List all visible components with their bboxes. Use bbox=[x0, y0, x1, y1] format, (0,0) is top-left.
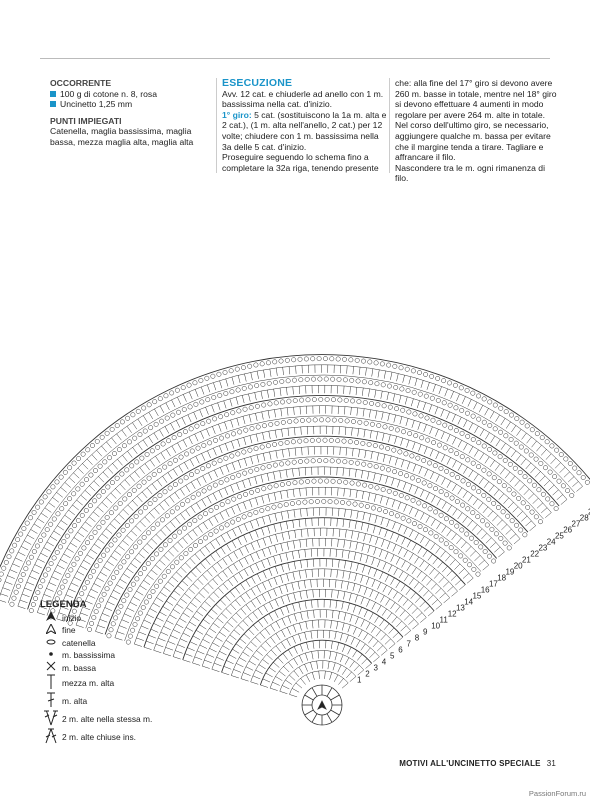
row-number: 27 bbox=[571, 519, 581, 529]
material-item: 100 g di cotone n. 8, rosa bbox=[50, 89, 215, 100]
column-divider bbox=[389, 78, 390, 173]
materials-column bbox=[50, 78, 215, 148]
row-number: 14 bbox=[464, 597, 474, 607]
row-number: 1 bbox=[356, 675, 362, 685]
watermark: PassionForum.ru bbox=[528, 789, 586, 798]
row-number: 4 bbox=[381, 657, 387, 667]
bullet-square-icon bbox=[50, 91, 56, 97]
row-number: 28 bbox=[579, 513, 589, 523]
start-arrow-icon bbox=[318, 701, 326, 709]
row-number: 9 bbox=[422, 627, 428, 637]
end-arrow-icon bbox=[40, 624, 62, 638]
instruction-p1: Avv. 12 cat. e chiuderle ad anello con 1 m. bassissima nella cat. d'inizio. bbox=[222, 88, 384, 110]
esecuzione-title: ESECUZIONE bbox=[222, 77, 293, 89]
instruction-p5: Nascondere tra le m. ogni rimanenza di filo. bbox=[395, 162, 545, 184]
row-number: 2 bbox=[365, 669, 370, 679]
legend-item: catenella bbox=[40, 637, 152, 650]
row-number: 5 bbox=[389, 651, 395, 661]
row-number: 19 bbox=[505, 567, 515, 577]
half-double-icon bbox=[40, 674, 62, 694]
row-number: 26 bbox=[563, 525, 573, 535]
two-dc-same-stitch-icon bbox=[40, 710, 62, 730]
row-number: 18 bbox=[497, 573, 507, 583]
row-number: 25 bbox=[554, 531, 564, 541]
footer-title: MOTIVI ALL'UNCINETTO SPECIALE bbox=[399, 759, 541, 768]
two-dc-closed-icon bbox=[40, 728, 62, 748]
instruction-p2: 1° giro: 5 cat. (sostituiscono la 1a m. alta e 2 cat.), (1 m. alta nell'anello, 2 cat.) per 12 volte; chiudere con 1 m. bassissima nella 3a delle 5 cat. d'inizio. bbox=[222, 109, 387, 152]
chain-icon bbox=[40, 637, 62, 650]
row-number: 12 bbox=[447, 609, 457, 619]
row-number: 16 bbox=[480, 585, 490, 595]
row-number: 6 bbox=[398, 645, 403, 655]
bullet-square-icon bbox=[50, 101, 56, 107]
legend bbox=[40, 598, 152, 747]
material-item: Uncinetto 1,25 mm bbox=[50, 99, 215, 110]
instruction-p3: Proseguire seguendo lo schema fino a completare la 32a riga, tenendo presente bbox=[222, 152, 379, 173]
row-number: 23 bbox=[538, 543, 548, 553]
row-number: 20 bbox=[513, 561, 523, 571]
page-footer bbox=[399, 759, 556, 768]
instructions-column-2 bbox=[395, 78, 560, 184]
row-number: 3 bbox=[373, 663, 378, 673]
legend-item: m. alta bbox=[40, 693, 152, 711]
row-number: 24 bbox=[546, 537, 556, 547]
row-number: 17 bbox=[488, 579, 498, 589]
row-number: 21 bbox=[521, 555, 531, 565]
legend-item: inizio bbox=[40, 612, 152, 625]
row-number: 11 bbox=[439, 615, 448, 625]
instruction-p4: che: alla fine del 17° giro si devono avere 260 m. basse in totale, mentre nel 18° giro si devono effettuare 4 aumenti in modo regolare per avere 264 m. alte in totale. Nel corso dell'ultimo giro, se necessario, aggiungere qualche m. bassa per evitare che il margine tenda a tirare. Tagliare e affrancare il filo. bbox=[395, 78, 557, 163]
legend-item: 2 m. alte nella stessa m. bbox=[40, 711, 152, 729]
legend-item: fine bbox=[40, 625, 152, 638]
legend-item: m. bassa bbox=[40, 662, 152, 675]
instructions-column bbox=[222, 78, 390, 173]
row-number: 15 bbox=[472, 591, 482, 601]
row-number: 22 bbox=[530, 549, 540, 559]
row-number: 10 bbox=[431, 621, 441, 631]
row-number: 8 bbox=[414, 633, 420, 643]
legend-item: 2 m. alte chiuse ins. bbox=[40, 729, 152, 747]
top-rule bbox=[40, 58, 550, 59]
row-number: 13 bbox=[455, 603, 465, 613]
legend-item: m. bassissima bbox=[40, 650, 152, 663]
row-number: 7 bbox=[406, 639, 411, 649]
double-crochet-icon bbox=[40, 692, 62, 712]
legend-item: mezza m. alta bbox=[40, 675, 152, 693]
column-divider bbox=[216, 78, 217, 173]
punti-text: Catenella, maglia bassissima, maglia bassa, mezza maglia alta, maglia alta bbox=[50, 126, 194, 147]
legend-title: LEGENDA bbox=[40, 599, 87, 610]
occorrente-title: OCCORRENTE bbox=[50, 78, 112, 88]
punti-title: PUNTI IMPIEGATI bbox=[50, 115, 122, 126]
page-number: 31 bbox=[546, 759, 556, 768]
